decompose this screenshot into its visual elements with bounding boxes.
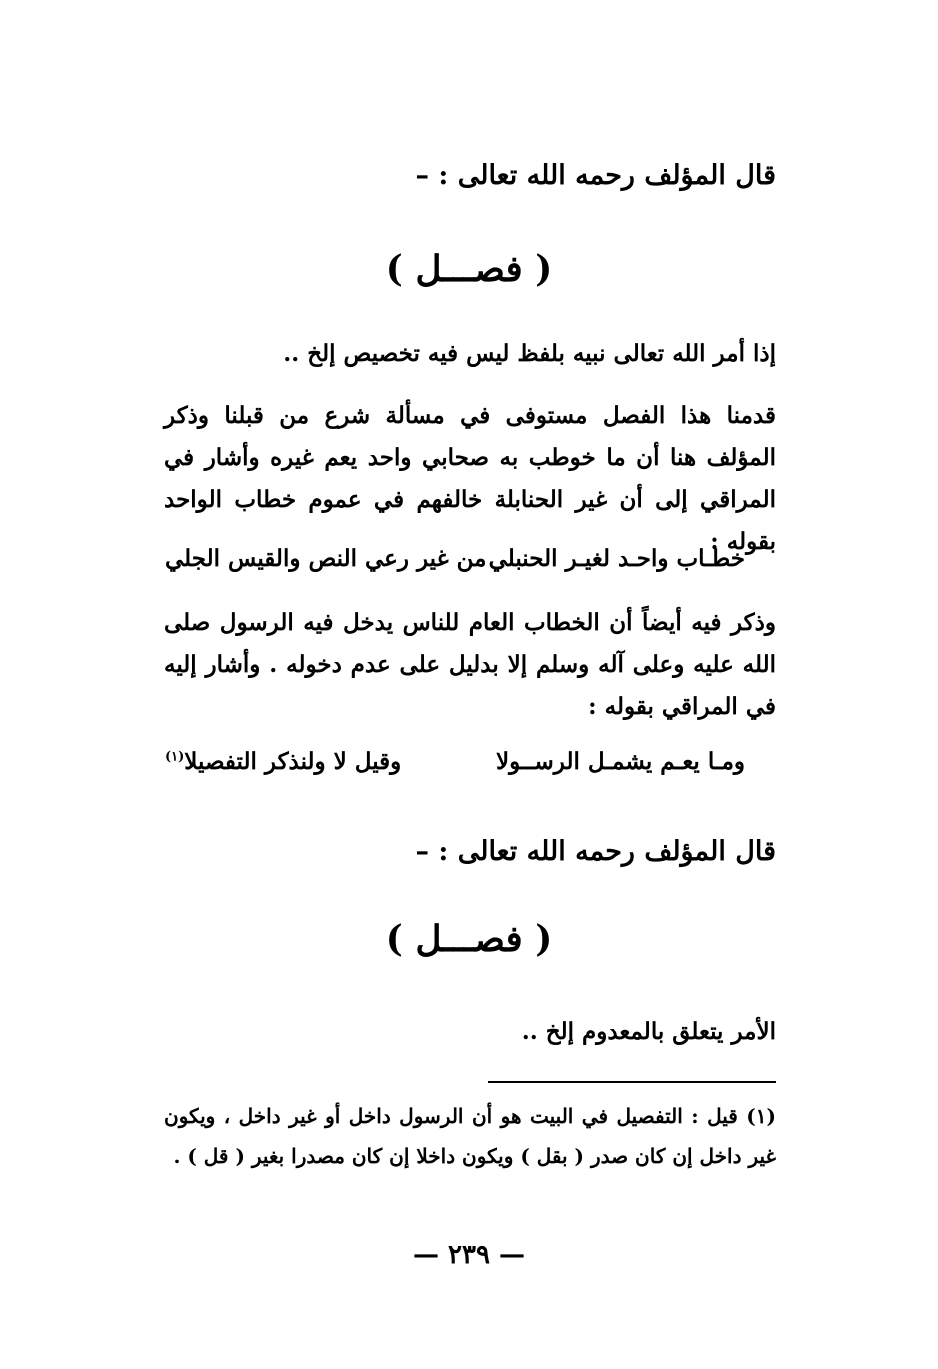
section-title-1: ( فصـــل ) [385,248,553,290]
verse-1 [165,545,745,572]
commentary-paragraph-2: وذكر فيه أيضاً أن الخطاب العام للناس يدخل فيه الرسول صلى الله عليه وعلى آله وسلم إلا بدليل على عدم دخوله . وأشار إليه في المراقي بقوله : [164,609,776,720]
verse-1-second-half: من غير رعي النص والقيس الجلي [165,545,487,572]
author-heading-2: قال المؤلف رحمه الله تعالى : – [415,836,776,867]
verse-2-second-half [165,748,401,775]
footnote-text: (١) قيل : التفصيل في البيت هو أن الرسول داخل أو غير داخل ، ويكون غير داخل إن كان صدر ( بقل ) ويكون داخلا إن كان مصدرا بغير ( قل ) . [164,1104,776,1168]
section-intro-1: إذا أمر الله تعالى نبيه بلفظ ليس فيه تخصيص إلخ .. [283,340,776,367]
verse-2 [165,748,745,775]
footnote-divider [488,1081,776,1083]
page-number: — ٢٣٩ — [412,1240,526,1270]
section-intro-2: الأمر يتعلق بالمعدوم إلخ .. [521,1018,776,1045]
author-heading-1: قال المؤلف رحمه الله تعالى : – [415,160,776,191]
verse-2-first-half: ومـا يعـم يشمـل الرســولا [496,748,745,775]
section-title-2: ( فصـــل ) [385,918,553,960]
footnote-marker: (١) [165,749,185,765]
commentary-paragraph-1: قدمنا هذا الفصل مستوفى في مسألة شرع من قبلنا وذكر المؤلف هنا أن ما خوطب به صحابي واحد يعم غيره وأشار في المراقي إلى أن غير الحنابلة خالفهم في عموم خطاب الواحد بقوله : [164,402,777,555]
verse-1-first-half: خطـاب واحـد لغيـر الحنبلي [488,545,745,572]
verse-2-second-half-text: وقيل لا ولنذكر التفصيلا [184,748,402,775]
